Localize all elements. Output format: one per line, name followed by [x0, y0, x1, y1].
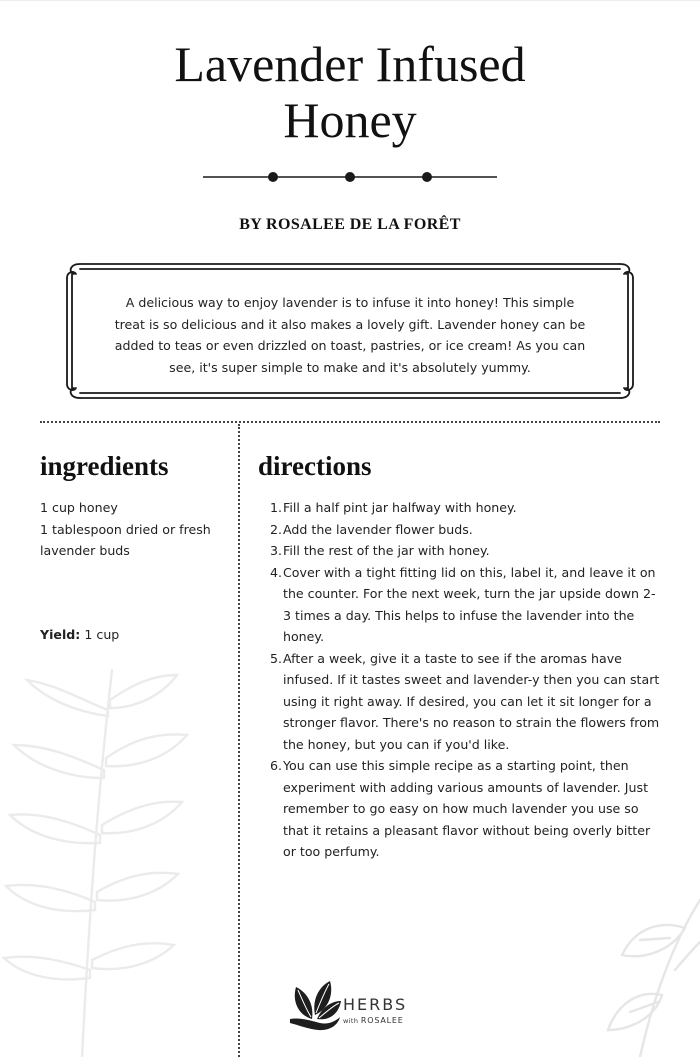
logo-title: HERBS	[343, 995, 408, 1014]
step-text: Fill a half pint jar halfway with honey.	[283, 500, 517, 515]
recipe-title	[0, 36, 700, 148]
leaf-branch-icon	[600, 880, 700, 1057]
herbs-with-rosalee-logo	[286, 975, 416, 1031]
section-divider-horizontal	[40, 421, 660, 423]
recipe-title-line-2: Honey	[283, 92, 417, 148]
step-number: 4.	[269, 564, 282, 580]
step-number: 5.	[269, 650, 282, 666]
section-divider-vertical	[238, 424, 240, 1057]
recipe-intro: A delicious way to enjoy lavender is to infuse it into honey! This simple treat is so delicious and it also makes a lovely gift. Lavender honey can be added to teas or even drizzled on toast, pastries, or ice cream! As you can see, it's super simple to make and it's absolutely yummy.	[114, 295, 586, 375]
direction-step	[268, 519, 662, 541]
ingredients-heading: ingredients	[40, 451, 169, 481]
yield-value: 1 cup	[84, 627, 120, 642]
ingredient-item: 1 tablespoon dried or fresh lavender buds	[40, 521, 211, 558]
step-text: You can use this simple recipe as a starting point, then experiment with adding various amounts of lavender. Just remember to go easy on how much lavender you use so that it retains a pleasant flavor without being overly bitter or too perfumy.	[283, 758, 651, 859]
step-text: Add the lavender flower buds.	[283, 521, 473, 537]
leaves-hand-icon	[286, 975, 342, 1031]
logo-subtitle	[343, 1016, 404, 1025]
ingredients-list	[40, 497, 220, 562]
direction-step	[268, 755, 662, 863]
direction-step	[268, 562, 662, 648]
direction-step	[268, 648, 662, 756]
yield-label: Yield:	[40, 627, 81, 642]
direction-step	[268, 540, 662, 562]
directions-heading: directions	[258, 451, 372, 481]
yield	[40, 624, 119, 646]
step-number: 2.	[269, 521, 282, 537]
step-text: After a week, give it a taste to see if the aromas have infused. If it tastes sweet and lavender-y then you can start using it right away. If desired, you can let it sit longer for a stronger flavor. There's no reason to strain the flowers from the honey, but you can if you'd like.	[283, 650, 660, 752]
dot-line-divider-icon	[203, 166, 497, 188]
step-text: Cover with a tight fitting lid on this, label it, and leave it on the counter. For the next week, turn the jar upside down 2-3 times a day. This helps to infuse the lavender into the honey.	[283, 564, 656, 644]
ingredient-item: 1 cup honey	[40, 500, 118, 515]
direction-step	[268, 497, 662, 519]
recipe-title-line-1: Lavender Infused	[174, 36, 526, 92]
step-number: 3.	[269, 543, 282, 558]
step-number: 6.	[269, 758, 282, 773]
step-text: Fill the rest of the jar with honey.	[283, 543, 490, 558]
directions-list	[268, 497, 662, 863]
logo-subtitle-prefix: with	[343, 1017, 359, 1025]
logo-subtitle-name: ROSALEE	[360, 1016, 404, 1025]
step-number: 1.	[269, 500, 282, 515]
lavender-sprig-icon	[0, 640, 202, 1057]
author-byline: BY ROSALEE DE LA FORÊT	[239, 216, 461, 233]
